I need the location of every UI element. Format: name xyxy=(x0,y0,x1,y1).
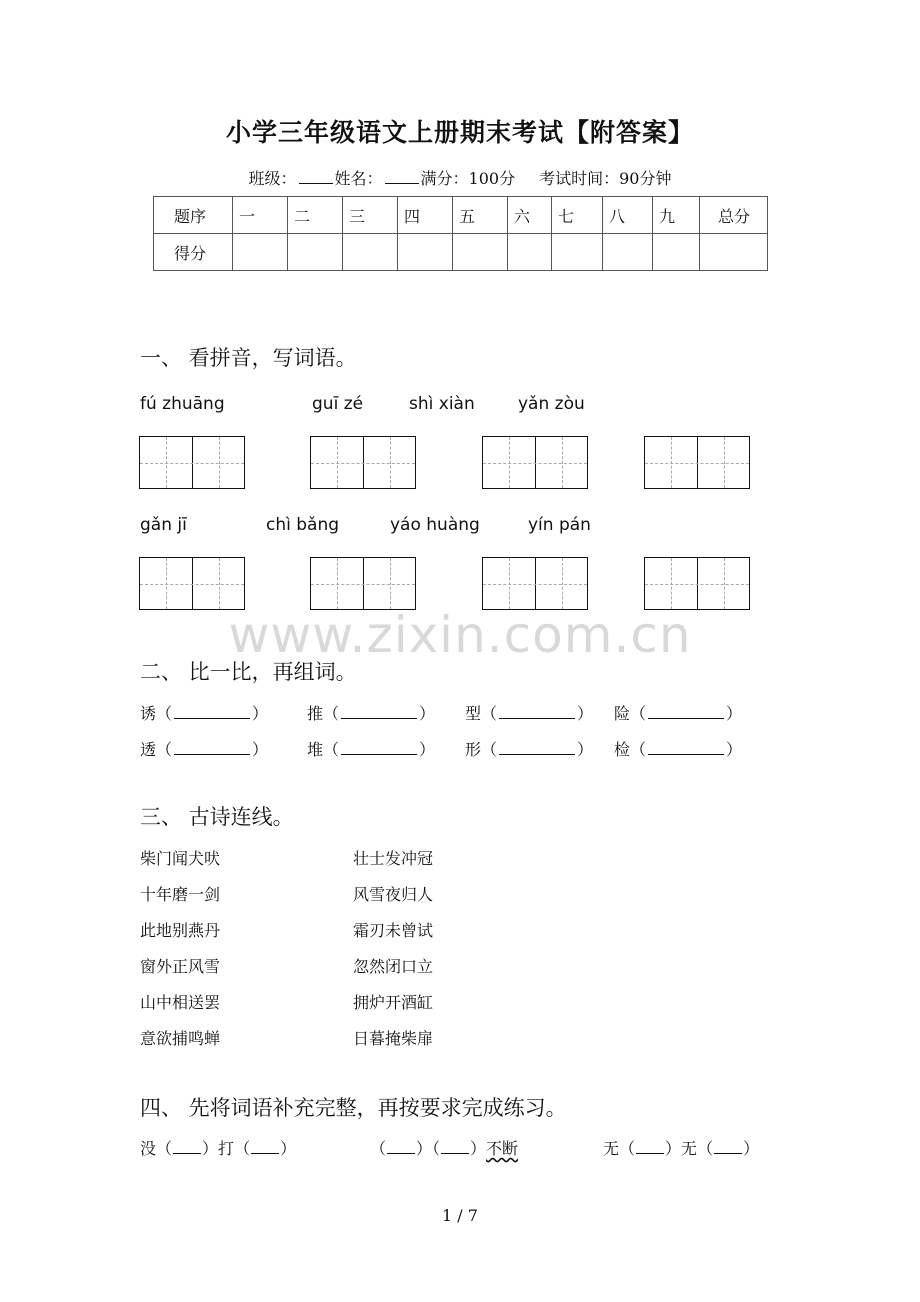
answer-blank[interactable] xyxy=(714,1141,742,1154)
section4-heading: 四、 先将词语补充完整，再按要求完成练习。 xyxy=(140,1096,567,1120)
name-label: 姓名： xyxy=(334,169,383,188)
exam-time: 考试时间：90分钟 xyxy=(539,169,672,188)
answer-blank[interactable] xyxy=(341,705,417,719)
header-cell: 题序 xyxy=(154,197,233,234)
header-cell: 五 xyxy=(453,197,508,234)
section1-heading: 一、 看拼音，写词语。 xyxy=(140,346,357,370)
answer-blank[interactable] xyxy=(173,1141,201,1154)
poem-line-right[interactable]: 忽然闭口立 xyxy=(353,957,434,976)
pinyin-3: shì xiàn xyxy=(409,394,475,414)
answer-blank[interactable] xyxy=(636,1141,664,1154)
class-blank[interactable] xyxy=(299,169,333,184)
score-table xyxy=(153,196,768,271)
compare-item: 诱（ ） xyxy=(140,704,269,723)
pinyin-6: chì bǎng xyxy=(266,515,340,535)
writing-grid[interactable] xyxy=(644,557,750,610)
header-cell: 四 xyxy=(398,197,453,234)
writing-grid[interactable] xyxy=(139,436,245,489)
compare-char: 诱 xyxy=(140,704,157,723)
compare-item: 形（ ） xyxy=(465,740,594,759)
poem-line-right[interactable]: 霜刃未曾试 xyxy=(353,921,434,940)
header-cell: 三 xyxy=(343,197,398,234)
page-title: 小学三年级语文上册期末考试【附答案】 xyxy=(225,118,694,147)
poem-line-right[interactable]: 壮士发冲冠 xyxy=(353,849,434,868)
pinyin-8: yín pán xyxy=(528,515,591,535)
pinyin-7: yáo huàng xyxy=(390,515,480,535)
compare-char: 推 xyxy=(307,704,324,723)
poem-line-right[interactable]: 日暮掩柴扉 xyxy=(353,1029,434,1048)
score-cell[interactable] xyxy=(398,234,453,271)
watermark: www.zixin.com.cn xyxy=(228,606,692,664)
idiom-item-2: （ ）（ ）不断 xyxy=(370,1139,519,1158)
compare-item: 堆（ ） xyxy=(307,740,436,759)
full-score: 满分：100分 xyxy=(420,169,516,188)
header-cell: 七 xyxy=(552,197,603,234)
score-cell[interactable] xyxy=(653,234,700,271)
section2-heading: 二、 比一比，再组词。 xyxy=(140,660,357,684)
compare-item: 检（ ） xyxy=(614,740,743,759)
compare-char: 透 xyxy=(140,740,157,759)
compare-item: 透（ ） xyxy=(140,740,269,759)
writing-grid[interactable] xyxy=(644,436,750,489)
page-number: 1 / 7 xyxy=(442,1206,478,1225)
pinyin-2: guī zé xyxy=(312,394,364,414)
answer-blank[interactable] xyxy=(499,741,575,755)
answer-blank[interactable] xyxy=(441,1141,469,1154)
idiom-item-1: 没（ ）打（ ） xyxy=(140,1139,297,1158)
exam-info xyxy=(0,166,920,189)
header-cell: 六 xyxy=(508,197,552,234)
score-cell[interactable] xyxy=(453,234,508,271)
poem-line-left[interactable]: 窗外正风雪 xyxy=(140,957,221,976)
compare-item: 型（ ） xyxy=(465,704,594,723)
score-cell[interactable] xyxy=(603,234,653,271)
answer-blank[interactable] xyxy=(648,705,724,719)
answer-blank[interactable] xyxy=(251,1141,279,1154)
answer-blank[interactable] xyxy=(341,741,417,755)
header-cell: 九 xyxy=(653,197,700,234)
score-cell[interactable] xyxy=(343,234,398,271)
score-table-header xyxy=(154,197,768,234)
class-label: 班级： xyxy=(248,169,297,188)
score-cell[interactable] xyxy=(552,234,603,271)
compare-item: 推（ ） xyxy=(307,704,436,723)
header-cell: 二 xyxy=(288,197,343,234)
pinyin-5: gǎn jī xyxy=(140,515,187,535)
header-cell: 一 xyxy=(233,197,288,234)
compare-char: 型 xyxy=(465,704,482,723)
score-cell[interactable] xyxy=(508,234,552,271)
idiom-item-3: 无（ ）无（ ） xyxy=(603,1139,760,1158)
compare-char: 险 xyxy=(614,704,631,723)
answer-blank[interactable] xyxy=(174,741,250,755)
poem-line-left[interactable]: 意欲捕鸣蝉 xyxy=(140,1029,221,1048)
answer-blank[interactable] xyxy=(174,705,250,719)
answer-blank[interactable] xyxy=(648,741,724,755)
compare-char: 检 xyxy=(614,740,631,759)
poem-line-right[interactable]: 拥炉开酒缸 xyxy=(353,993,434,1012)
score-cell[interactable] xyxy=(288,234,343,271)
section3-heading: 三、 古诗连线。 xyxy=(140,805,294,829)
pinyin-4: yǎn zòu xyxy=(518,394,585,414)
poem-line-left[interactable]: 山中相送罢 xyxy=(140,993,221,1012)
writing-grid[interactable] xyxy=(482,436,588,489)
score-table-row xyxy=(154,234,768,271)
poem-line-right[interactable]: 风雪夜归人 xyxy=(353,885,434,904)
writing-grid[interactable] xyxy=(310,436,416,489)
writing-grid[interactable] xyxy=(310,557,416,610)
answer-blank[interactable] xyxy=(387,1141,415,1154)
poem-line-left[interactable]: 此地别燕丹 xyxy=(140,921,221,940)
answer-blank[interactable] xyxy=(499,705,575,719)
writing-grid[interactable] xyxy=(139,557,245,610)
compare-item: 险（ ） xyxy=(614,704,743,723)
poem-line-left[interactable]: 柴门闻犬吠 xyxy=(140,849,221,868)
pinyin-1: fú zhuāng xyxy=(140,394,225,414)
row-label: 得分 xyxy=(154,234,233,271)
compare-char: 堆 xyxy=(307,740,324,759)
compare-char: 形 xyxy=(465,740,482,759)
header-cell: 八 xyxy=(603,197,653,234)
poem-line-left[interactable]: 十年磨一剑 xyxy=(140,885,221,904)
name-blank[interactable] xyxy=(385,169,419,184)
header-cell: 总分 xyxy=(700,197,768,234)
score-cell[interactable] xyxy=(700,234,768,271)
writing-grid[interactable] xyxy=(482,557,588,610)
wavy-underlined-word: 不断 xyxy=(486,1139,519,1158)
score-cell[interactable] xyxy=(233,234,288,271)
